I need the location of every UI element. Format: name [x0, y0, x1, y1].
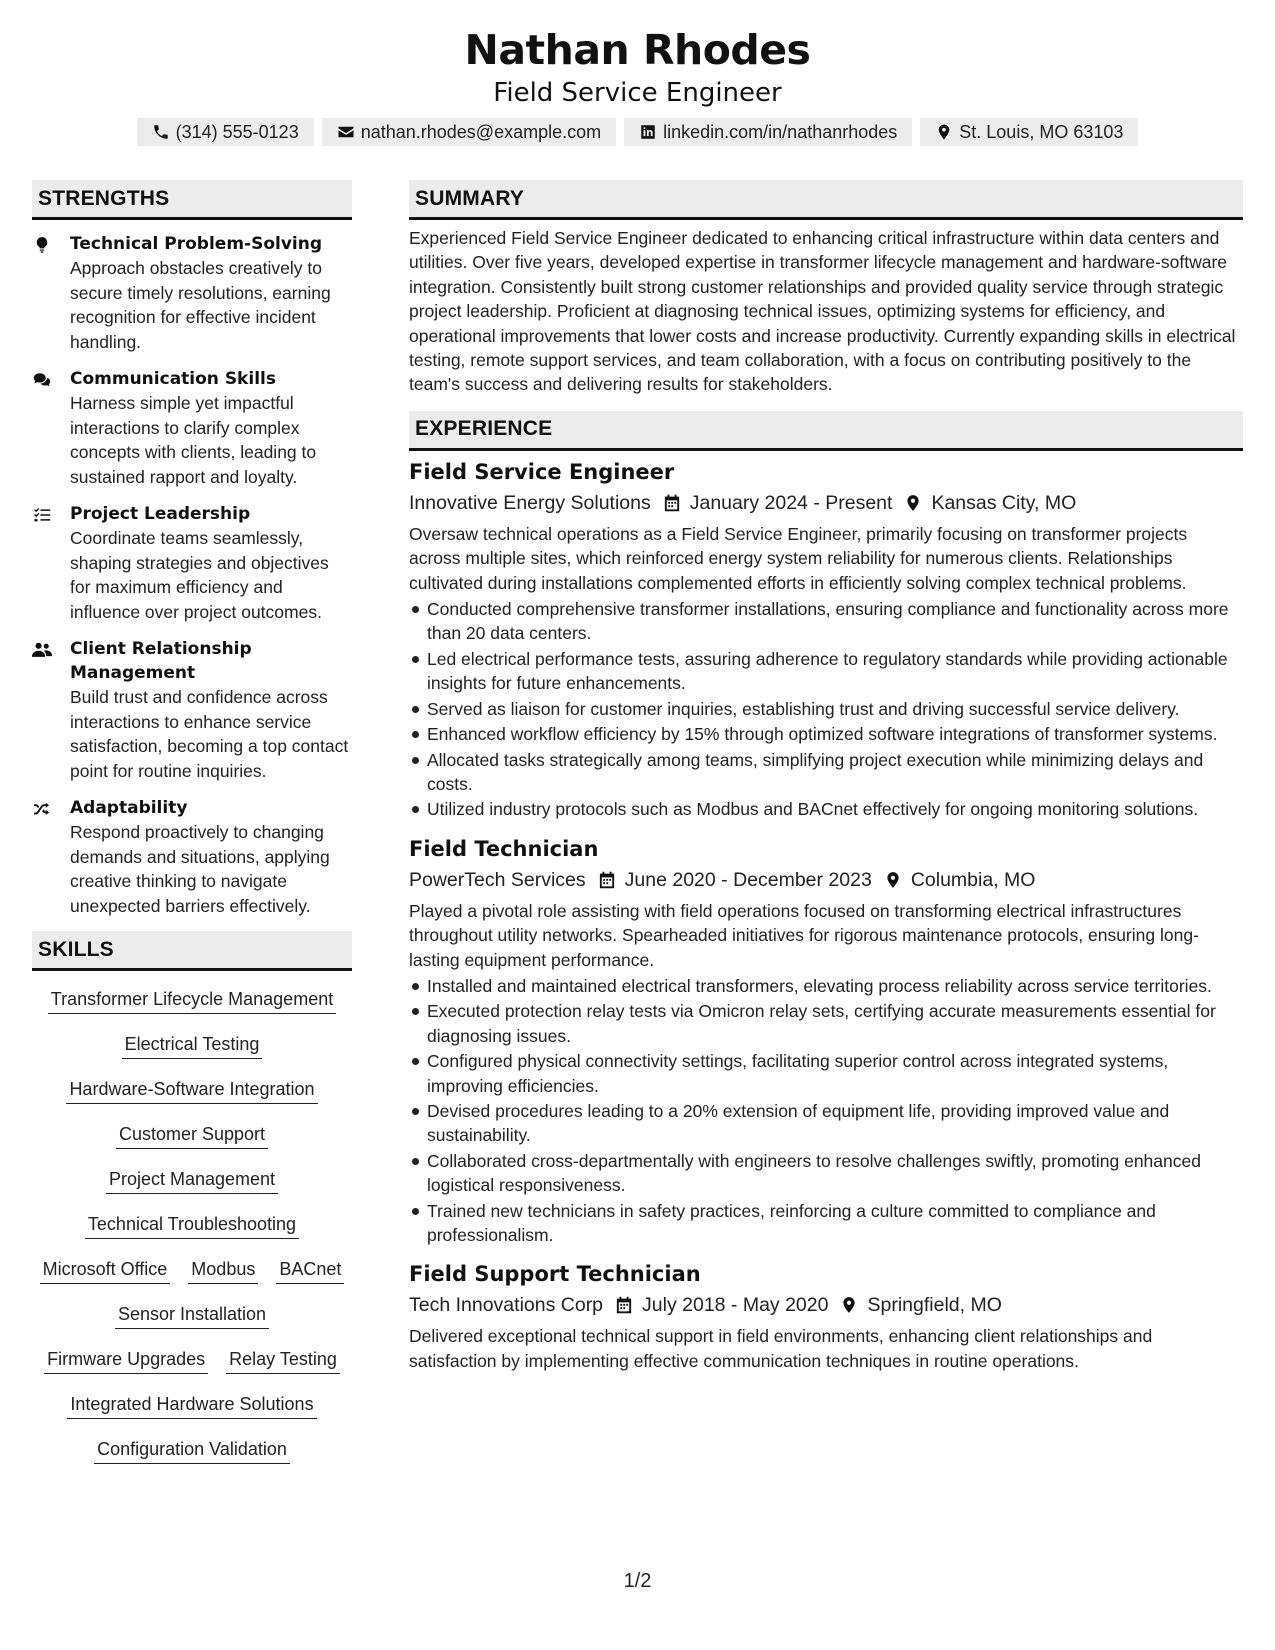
map-marker-icon [884, 870, 902, 890]
bullet-item: Utilized industry protocols such as Modbus and BACnet effectively for ongoing monitoring solutions. [409, 797, 1243, 821]
calendar-icon [663, 493, 681, 513]
strength-item [32, 367, 352, 489]
job-dates: June 2020 - December 2023 [624, 868, 872, 891]
job-title: Field Service Engineer [409, 459, 675, 484]
skill-tag: Firmware Upgrades [44, 1347, 208, 1374]
strength-desc: Build trust and confidence across interactions to enhance service satisfaction, becoming a top contact point for routine inquiries. [70, 687, 349, 781]
job-entry [409, 834, 1243, 1248]
bullet-item: Conducted comprehensive transformer installations, ensuring compliance and functionality across more than 20 data centers. [409, 597, 1243, 646]
strength-title: Project Leadership [70, 504, 251, 524]
strength-item [32, 637, 352, 783]
contact-location [920, 118, 1138, 146]
job-entry [409, 457, 1243, 822]
strength-item [32, 502, 352, 624]
strengths-heading: STRENGTHS [32, 180, 352, 220]
bullet-item: Configured physical connectivity settings, facilitating superior control across integrated systems, improving efficiencies. [409, 1049, 1243, 1098]
contact-email-text: nathan.rhodes@example.com [360, 121, 602, 142]
strength-title: Communication Skills [70, 369, 276, 389]
contact-linkedin-text: linkedin.com/in/nathanrhodes [663, 121, 898, 142]
skill-tag: Technical Troubleshooting [85, 1212, 299, 1239]
job-meta [409, 865, 1243, 895]
calendar-icon [598, 870, 616, 890]
experience-heading: EXPERIENCE [409, 411, 1243, 451]
linkedin-icon [639, 123, 657, 141]
job-location: Kansas City, MO [931, 491, 1077, 514]
job-description: Oversaw technical operations as a Field Service Engineer, primarily focusing on transformer projects across multiple sites, which reinforced energy system reliability for numerous clients. Relationships cultivated during installations complemented efforts in efficiently solving complex technical problems. [409, 523, 1188, 593]
shuffle-icon [32, 800, 52, 818]
skill-tag: Sensor Installation [115, 1302, 269, 1329]
skill-row [122, 1028, 263, 1073]
job-description: Played a pivotal role assisting with field operations focused on transforming electrical infrastructures throughout utility networks. Spearheaded initiatives for rigorous maintenance protocols, ensuring long-lasting equipment performance. [409, 900, 1199, 970]
skill-row [115, 1298, 269, 1343]
skill-row [66, 1073, 317, 1118]
skill-row [44, 1343, 340, 1388]
job-dates: January 2024 - Present [689, 491, 893, 514]
skill-tag: Modbus [188, 1257, 258, 1284]
job-company: Innovative Energy Solutions [409, 491, 651, 514]
skill-tag: Transformer Lifecycle Management [48, 987, 336, 1014]
bullet-item: Served as liaison for customer inquiries, establishing trust and driving successful service delivery. [409, 697, 1243, 721]
envelope-icon [337, 123, 355, 141]
contact-bar [0, 118, 1275, 146]
skill-tag: Customer Support [116, 1122, 268, 1149]
job-entry [409, 1259, 1243, 1373]
strength-item [32, 232, 352, 354]
bullet-item: Led electrical performance tests, assuring adherence to regulatory standards while providing actionable insights for future enhancements. [409, 647, 1243, 696]
strength-desc: Respond proactively to changing demands and situations, applying creative thinking to navigate unexpected barriers effectively. [70, 822, 330, 916]
skill-tag: Electrical Testing [122, 1032, 263, 1059]
bullet-item: Collaborated cross-departmentally with engineers to resolve challenges swiftly, promoting enhanced logistical responsiveness. [409, 1149, 1243, 1198]
job-location: Springfield, MO [867, 1294, 1002, 1317]
bullet-item: Executed protection relay tests via Omicron relay sets, certifying accurate measurements essential for diagnosing issues. [409, 999, 1243, 1048]
contact-email[interactable] [322, 118, 616, 146]
bullet-item: Allocated tasks strategically among teams, simplifying project execution while minimizing delays and costs. [409, 748, 1243, 797]
skill-row [116, 1118, 268, 1163]
map-marker-icon [904, 493, 922, 513]
phone-icon [152, 123, 170, 141]
resume-header [0, 24, 1275, 146]
skill-row [48, 983, 336, 1028]
strength-item [32, 796, 352, 918]
candidate-title: Field Service Engineer [493, 78, 782, 108]
skills-heading: SKILLS [32, 931, 352, 971]
contact-location-text: St. Louis, MO 63103 [959, 121, 1124, 142]
skill-tag: Microsoft Office [40, 1257, 171, 1284]
contact-phone [137, 118, 314, 146]
skill-row [67, 1388, 316, 1433]
skill-tag: Relay Testing [226, 1347, 340, 1374]
skill-tag: Integrated Hardware Solutions [67, 1392, 316, 1419]
left-column [32, 180, 352, 1478]
job-bullets [409, 974, 1243, 1247]
strength-title: Technical Problem-Solving [70, 234, 323, 254]
strength-desc: Harness simple yet impactful interactions to clarify complex concepts with clients, leading to sustained rapport and loyalty. [70, 393, 317, 487]
strength-desc: Approach obstacles creatively to secure timely resolutions, earning recognition for effective incident handling. [70, 258, 331, 352]
skill-tag: Configuration Validation [94, 1437, 290, 1464]
job-dates: July 2018 - May 2020 [642, 1294, 829, 1317]
strength-title: Client Relationship Management [70, 639, 252, 683]
skill-row [40, 1253, 345, 1298]
candidate-name: Nathan Rhodes [464, 26, 811, 74]
skill-tag: Project Management [106, 1167, 278, 1194]
job-meta [409, 1290, 1243, 1320]
contact-phone-text: (314) 555-0123 [175, 121, 299, 142]
skill-row [85, 1208, 299, 1253]
bullet-item: Trained new technicians in safety practices, reinforcing a culture committed to compliance and professionalism. [409, 1199, 1243, 1248]
right-column [409, 180, 1243, 1373]
job-company: PowerTech Services [409, 868, 586, 891]
tasks-icon [32, 506, 52, 524]
job-company: Tech Innovations Corp [409, 1294, 604, 1317]
strengths-list [32, 232, 352, 918]
skill-row [106, 1163, 278, 1208]
job-description: Delivered exceptional technical support in field environments, enhancing client relationships and satisfaction by implementing effective communication techniques in routine operations. [409, 1326, 1153, 1371]
summary-text: Experienced Field Service Engineer dedicated to enhancing critical infrastructure within data centers and utilities. Over five years, developed expertise in transformer lifecycle management and hardware-software integration. Consistently built strong customer relationships and provided quality service through strategic project leadership. Proficient at diagnosing technical issues, optimizing systems for efficiency, and operational improvements that lower costs and increase productivity. Currently expanding skills in electrical testing, remote support services, and team collaboration, with a focus on contributing positively to the team's success and delivering results for stakeholders. [409, 228, 1236, 395]
strength-desc: Coordinate teams seamlessly, shaping strategies and objectives for maximum efficiency and influence over project outcomes. [70, 528, 329, 622]
job-location: Columbia, MO [910, 868, 1036, 891]
map-marker-icon [840, 1295, 858, 1315]
users-icon [32, 641, 52, 659]
bullet-item: Enhanced workflow efficiency by 15% through optimized software integrations of transformer systems. [409, 722, 1243, 746]
contact-linkedin[interactable] [624, 118, 912, 146]
strength-title: Adaptability [70, 798, 188, 818]
job-title: Field Support Technician [409, 1262, 701, 1287]
job-meta [409, 488, 1243, 518]
page-number: 1/2 [623, 1570, 652, 1592]
comments-icon [32, 371, 52, 389]
skill-row [94, 1433, 290, 1478]
bullet-item: Devised procedures leading to a 20% extension of equipment life, providing improved value and sustainability. [409, 1099, 1243, 1148]
map-marker-icon [935, 123, 953, 141]
lightbulb-icon [32, 236, 52, 254]
job-title: Field Technician [409, 836, 599, 861]
skill-tag: BACnet [276, 1257, 344, 1284]
calendar-icon [615, 1295, 633, 1315]
summary-heading: SUMMARY [409, 180, 1243, 220]
skills-list [32, 983, 352, 1478]
job-bullets [409, 597, 1243, 822]
bullet-item: Installed and maintained electrical transformers, elevating process reliability across service territories. [409, 974, 1243, 998]
skill-tag: Hardware-Software Integration [66, 1077, 317, 1104]
